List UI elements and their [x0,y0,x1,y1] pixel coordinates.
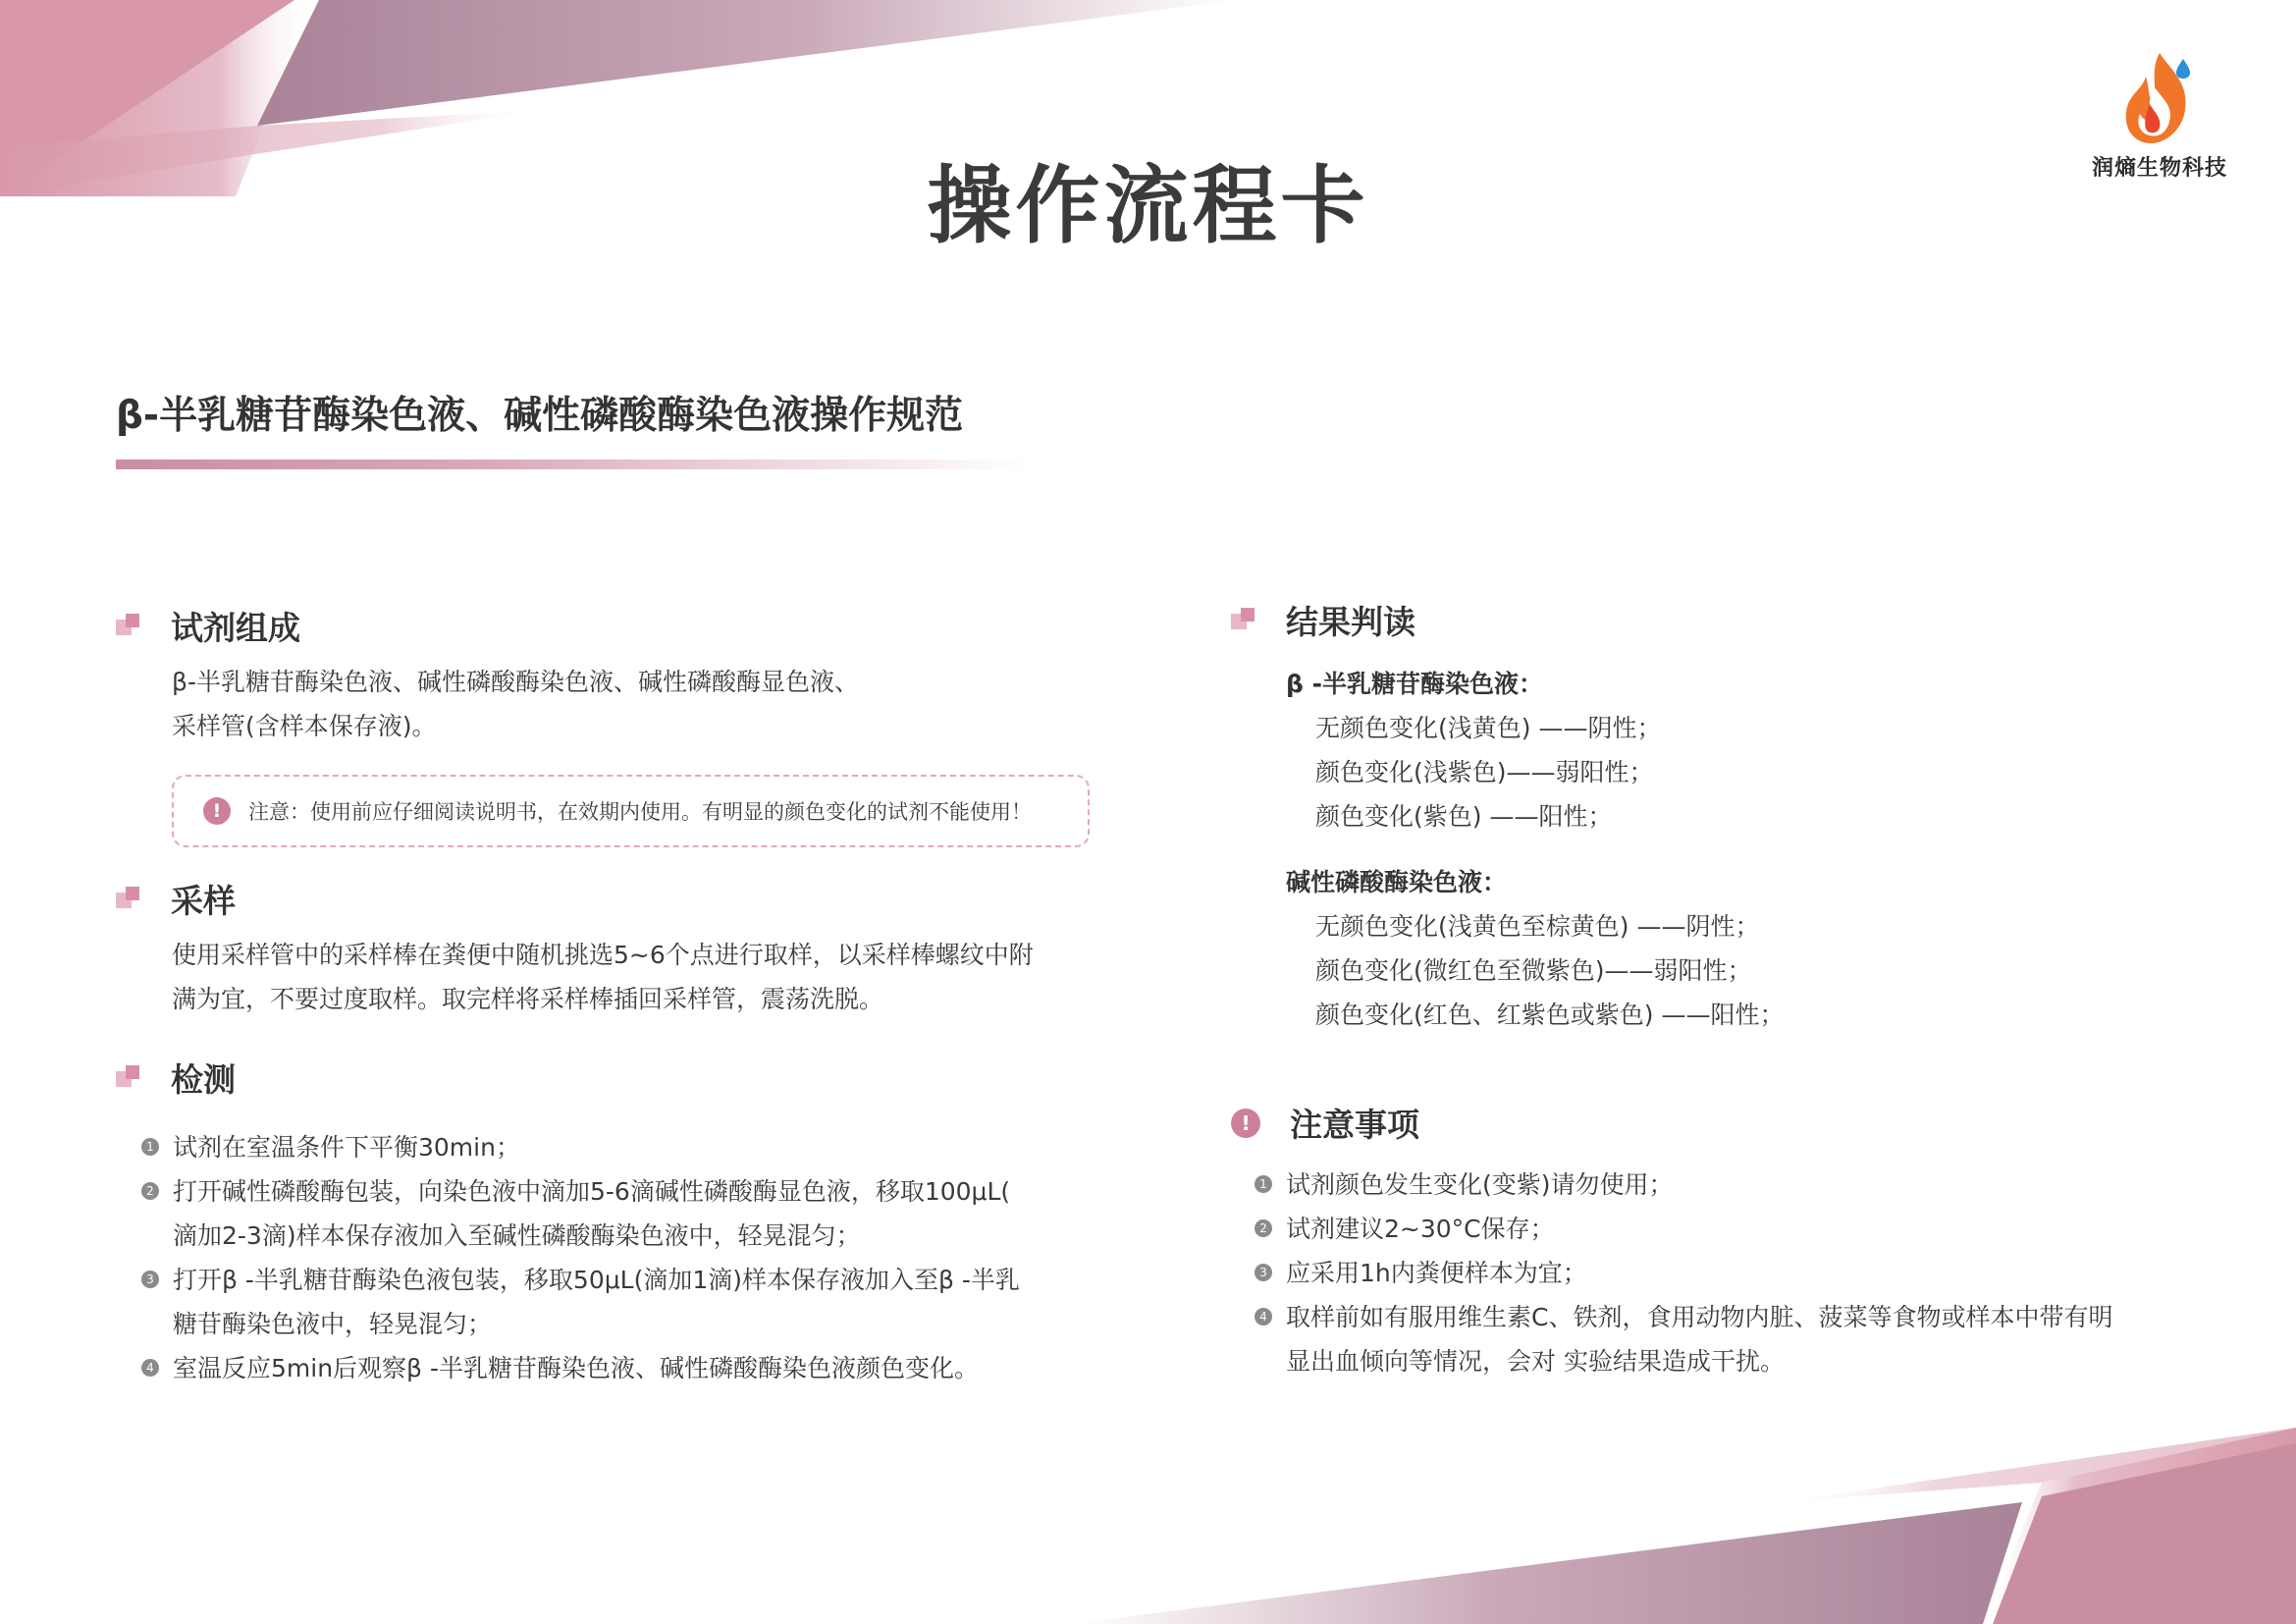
step-number-icon: 4 [1255,1308,1272,1326]
step-number-icon: 1 [1255,1175,1272,1193]
section-title: 试剂组成 [171,609,300,647]
result-subheading: 碱性磷酸酶染色液： [1286,868,1508,896]
subtitle-underline [116,460,1029,469]
section-title: 采样 [171,882,236,920]
text-line: 显出血倾向等情况，会对 实验结果造成干扰。 [1286,1347,1785,1376]
list-item [141,1258,1020,1346]
result-subheading: β -半乳糖苷酶染色液： [1286,670,1543,698]
reagents-text [172,660,859,748]
list-item [141,1346,1020,1390]
detection-steps [141,1125,1020,1390]
step-number-icon: 2 [1255,1219,1272,1237]
logo-text: 润熵生物科技 [2091,156,2227,181]
section-square-icon [116,1065,141,1091]
text-line: 滴加2-3滴)样本保存液加入至碱性磷酸酶染色液中，轻晃混匀； [173,1221,861,1250]
text-line: 使用采样管中的采样棒在粪便中随机挑选5~6个点进行取样，以采样棒螺纹中附 [172,941,1034,969]
section-title: 检测 [171,1060,236,1099]
section-title: 注意事项 [1290,1106,1419,1144]
list-item [1255,1295,2112,1383]
text-line: 颜色变化(红色、红紫色或紫色) ——阳性； [1315,1001,1785,1029]
page-title: 操作流程卡 [927,157,1369,255]
text-line: 颜色变化(微红色至微紫色)——弱阳性； [1315,956,1752,985]
section-reagents-heading [116,603,300,649]
section-square-icon [116,887,141,912]
list-item [141,1125,1020,1169]
list-item [1255,1251,2112,1295]
step-number-icon: 3 [141,1271,159,1288]
section-precautions-heading [1231,1100,1419,1146]
step-number-icon: 2 [141,1182,159,1200]
text-line: 取样前如有服用维生素C、铁剂，食用动物内脏、菠菜等食物或样本中带有明 [1286,1303,2113,1331]
text-line: 打开碱性磷酸酶包装，向染色液中滴加5-6滴碱性磷酸酶显色液，移取100μL( [173,1177,1011,1206]
section-square-icon [116,614,141,639]
company-logo [2086,49,2233,182]
section-sampling-heading [116,876,236,922]
exclamation-icon: ! [1231,1109,1260,1138]
results-text [1286,662,1784,1037]
text-line: 试剂在室温条件下平衡30min； [173,1133,520,1162]
text-line: 室温反应5min后观察β -半乳糖苷酶染色液、碱性磷酸酶染色液颜色变化。 [173,1354,979,1382]
exclamation-icon: ! [203,797,231,825]
text-line: β-半乳糖苷酶染色液、碱性磷酸酶染色液、碱性磷酸酶显色液、 [172,668,859,696]
text-line: 糖苷酶染色液中，轻晃混匀； [173,1310,493,1338]
flame-logo-icon [2120,49,2199,147]
step-number-icon: 4 [141,1359,159,1377]
text-line: 无颜色变化(浅黄色至棕黄色) ——阴性； [1315,912,1760,941]
text-line: 颜色变化(紫色) ——阳性； [1315,802,1613,831]
text-line: 打开β -半乳糖苷酶染色液包装，移取50μL(滴加1滴)样本保存液加入至β -半乳 [173,1266,1020,1294]
warning-note-text: 注意：使用前应仔细阅读说明书，在效期内使用。有明显的颜色变化的试剂不能使用！ [248,800,1032,824]
text-line: 采样管(含样本保存液)。 [172,712,437,740]
sampling-text [172,933,1034,1021]
document-subtitle: β-半乳糖苷酶染色液、碱性磷酸酶染色液操作规范 [116,394,964,438]
text-line: 颜色变化(浅紫色)——弱阳性； [1315,758,1654,786]
section-detection-heading [116,1055,236,1101]
warning-note [172,775,1090,847]
list-item [1255,1207,2112,1251]
step-number-icon: 3 [1255,1264,1272,1281]
list-item [1255,1163,2112,1207]
step-number-icon: 1 [141,1138,159,1156]
precautions-list [1255,1163,2112,1383]
list-item [141,1169,1020,1258]
text-line: 试剂建议2~30°C保存； [1286,1215,1555,1243]
text-line: 无颜色变化(浅黄色) ——阴性； [1315,714,1662,742]
section-title: 结果判读 [1286,603,1415,641]
text-line: 满为宜，不要过度取样。取完样将采样棒插回采样管，震荡洗脱。 [172,985,884,1013]
text-line: 应采用1h内粪便样本为宜； [1286,1259,1587,1287]
section-results-heading [1231,597,1415,643]
text-line: 试剂颜色发生变化(变紫)请勿使用； [1286,1170,1674,1199]
section-square-icon [1231,608,1256,633]
